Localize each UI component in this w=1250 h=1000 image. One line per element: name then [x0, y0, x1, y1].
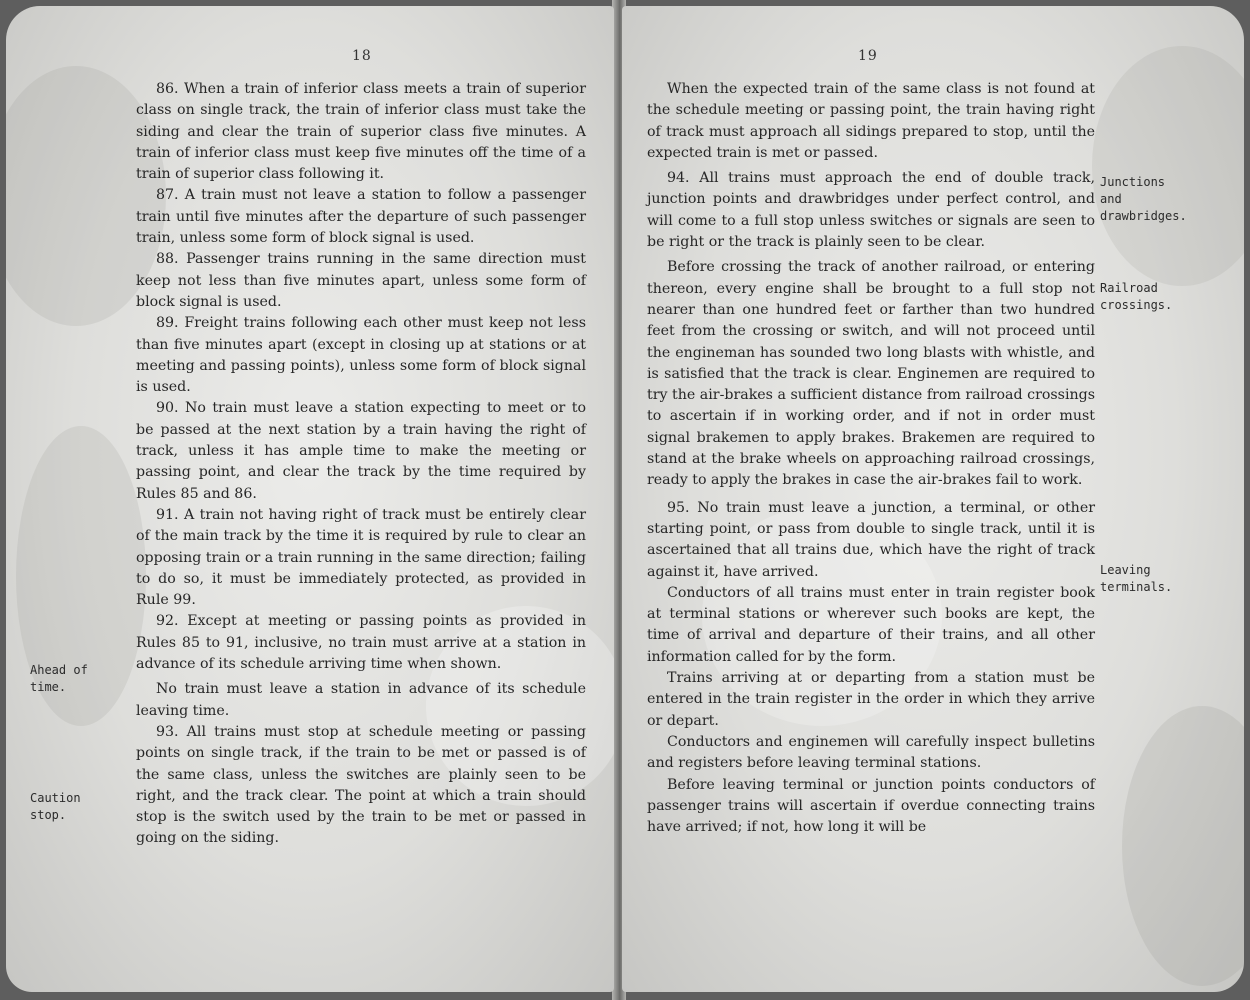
rule-paragraph: 86. When a train of inferior class meets a train of superior class on single track, the train of inferior class must take the siding and clear the train of superior class five minutes. A train of inferior class must keep five minutes off the time of a train of superior class following it. [136, 81, 586, 183]
stain [1122, 706, 1244, 986]
rule-paragraph: 93. All trains must stop at schedule meeting or passing points on single track, if the train to be met or passed is of the same class, unless the switches are plainly seen to be right, and the track clear. The point at which a train should stop is the switch used by the train to be met or passed in going on the siding. [136, 723, 586, 847]
rule-paragraph: 94. All trains must approach the end of double track, junction points and drawbridges under perfect control, and will come to a full stop unless switches or signals are seen to be right or the track is plainly seen to be clear. [647, 170, 1095, 251]
rule-paragraph: 92. Except at meeting or passing points as provided in Rules 85 to 91, inclusive, no train must arrive at a station in advance of its schedule arriving time when shown. [136, 613, 586, 673]
page-number: 18 [352, 48, 372, 64]
rules-text-block [136, 79, 586, 850]
rule-paragraph: 95. No train must leave a junction, a terminal, or other starting point, or pass from double to single track, until it is ascertained that all trains due, which have the right of track against it, have arrived. [647, 499, 1095, 580]
rule-paragraph: 91. A train not having right of track must be entirely clear of the main track by the time it is required by rule to clear an opposing train or a train running in the same direction; failing to do so, it must be immediately protected, as provided in Rule 99. [136, 506, 586, 609]
margin-note-junctions: Junctions and drawbridges. [1100, 175, 1187, 223]
left-page [6, 6, 614, 992]
rule-paragraph: 87. A train must not leave a station to follow a passenger train until five minutes after the departure of such passenger train, unless some form of block signal is used. [136, 187, 586, 247]
margin-note-caution-stop: Caution stop. [30, 791, 81, 822]
page-number: 19 [858, 48, 878, 64]
rule-paragraph: Before crossing the track of another railroad, or entering thereon, every engine shall be brought to a full stop not nearer than one hundred feet or farther than two hundred feet from the crossing or switch, and will not proceed until the engineman has sounded two long blasts with whistle, and is satisfied that the track is clear. Enginemen are required to try the air-brakes a sufficient distance from railroad crossings to ascertain if in working order, and if not in order must signal brakemen to apply brakes. Brakemen are required to stand at the brake wheels on approaching railroad crossings, ready to apply the brakes in case the air-brakes fail to work. [647, 259, 1095, 489]
rule-paragraph: Before leaving terminal or junction points conductors of passenger trains will ascertain if overdue connecting trains have arrived; if not, how long it will be [647, 776, 1095, 836]
rule-paragraph: Trains arriving at or departing from a station must be entered in the train register in the order in which they arrive or depart. [647, 670, 1095, 729]
rule-paragraph: No train must leave a station in advance of its schedule leaving time. [136, 681, 586, 719]
margin-note-railroad-crossings: Railroad crossings. [1100, 281, 1173, 312]
rule-paragraph: Conductors of all trains must enter in train register book at terminal stations or wherever such books are kept, the time of arrival and departure of their trains, and all other information called for by the form. [647, 584, 1095, 665]
rule-paragraph: 88. Passenger trains running in the same direction must keep not less than five minutes apart, unless some form of block signal is used. [136, 251, 586, 310]
margin-note-leaving-terminals: Leaving terminals. [1100, 563, 1173, 594]
rule-paragraph: When the expected train of the same class is not found at the schedule meeting or passing point, the train having right of track must approach all sidings prepared to stop, until the expected train is met or passed. [647, 81, 1095, 161]
stain [1092, 46, 1244, 286]
rule-paragraph: 90. No train must leave a station expecting to meet or to be passed at the next station by a train having the right of track, unless it has ample time to make the meeting or passing point, and clear the track by the time required by Rules 85 and 86. [136, 400, 586, 502]
rules-text-block [647, 79, 1095, 838]
rule-paragraph: Conductors and enginemen will carefully inspect bulletins and registers before leaving terminal stations. [647, 733, 1095, 772]
right-page [622, 6, 1244, 992]
rule-paragraph: 89. Freight trains following each other must keep not less than five minutes apart (except in closing up at stations or at meeting and passing points), unless some form of block signal is used. [136, 315, 586, 396]
margin-note-ahead-of-time: Ahead of time. [30, 663, 88, 694]
